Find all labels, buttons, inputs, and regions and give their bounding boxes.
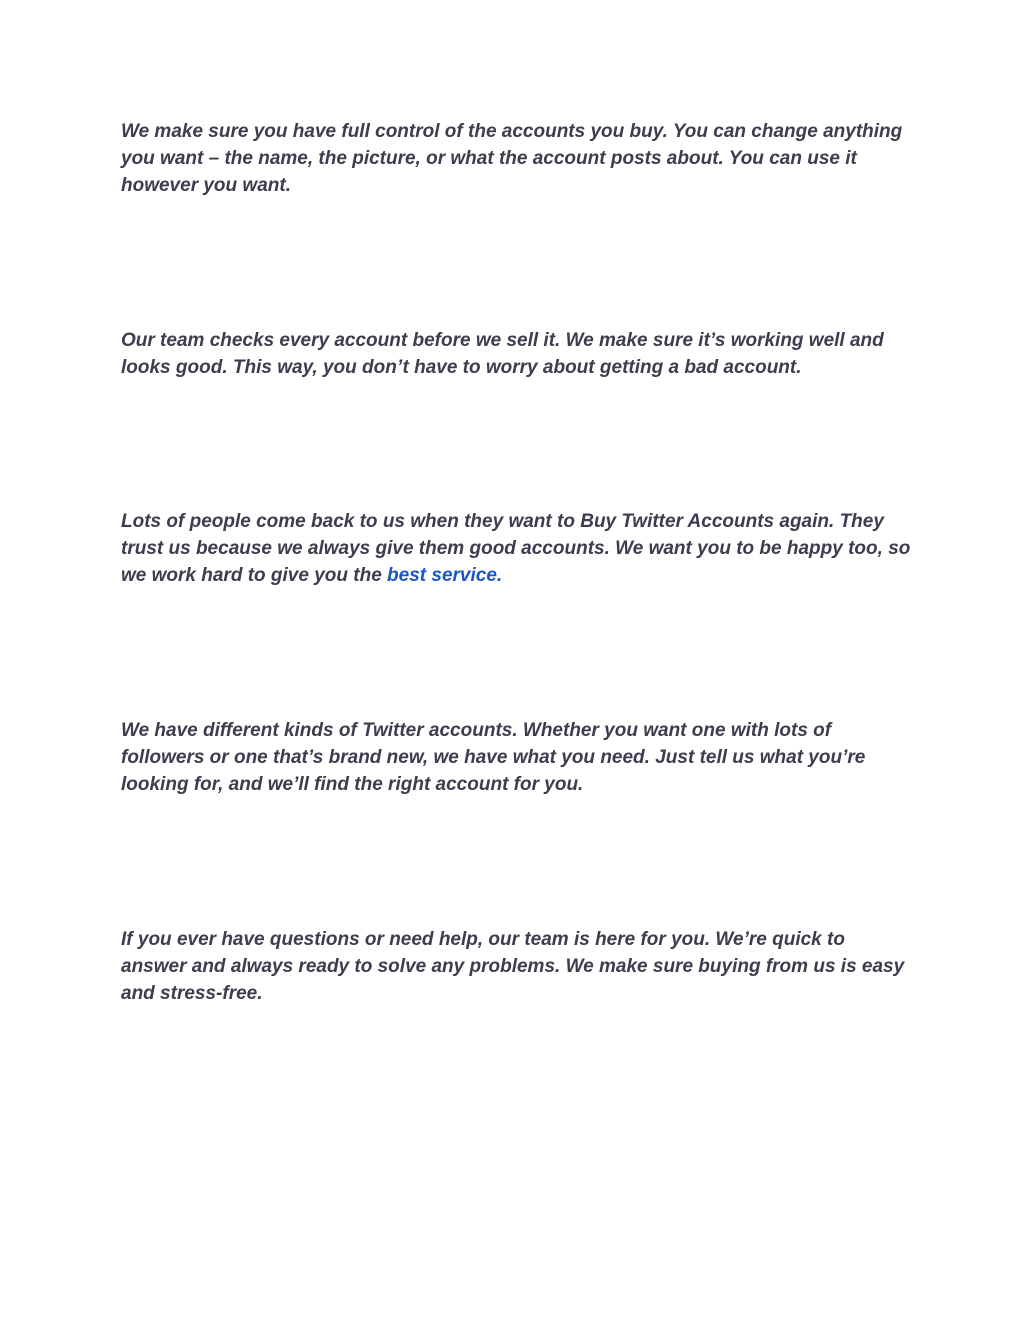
paragraph-text: Our team checks every account before we sell it. We make sure it’s working well and looks good. This way, you don’t have to worry about getting a bad account. bbox=[121, 330, 884, 378]
paragraph-account-kinds bbox=[121, 717, 911, 798]
paragraph-support bbox=[121, 926, 911, 1007]
paragraph-text: We have different kinds of Twitter accounts. Whether you want one with lots of followers or one that’s brand new, we have what you need. Just tell us what you’re looking for, and we’ll find the right account for you. bbox=[121, 720, 866, 795]
paragraph-account-checks bbox=[121, 327, 911, 381]
paragraph-text: If you ever have questions or need help, our team is here for you. We’re quick to answer and always ready to solve any problems. We make sure buying from us is easy and stress-free. bbox=[121, 929, 905, 1004]
paragraph-full-control bbox=[121, 118, 911, 199]
paragraph-text: Lots of people come back to us when they want to Buy Twitter Accounts again. They trust us because we always give them good accounts. We want you to be happy too, so we work hard to give you the bbox=[121, 511, 911, 586]
best-service-link[interactable]: best service. bbox=[387, 565, 503, 586]
paragraph-returning-customers bbox=[121, 508, 911, 589]
paragraph-text: We make sure you have full control of the accounts you buy. You can change anything you want – the name, the picture, or what the account posts about. You can use it however you want. bbox=[121, 121, 903, 196]
